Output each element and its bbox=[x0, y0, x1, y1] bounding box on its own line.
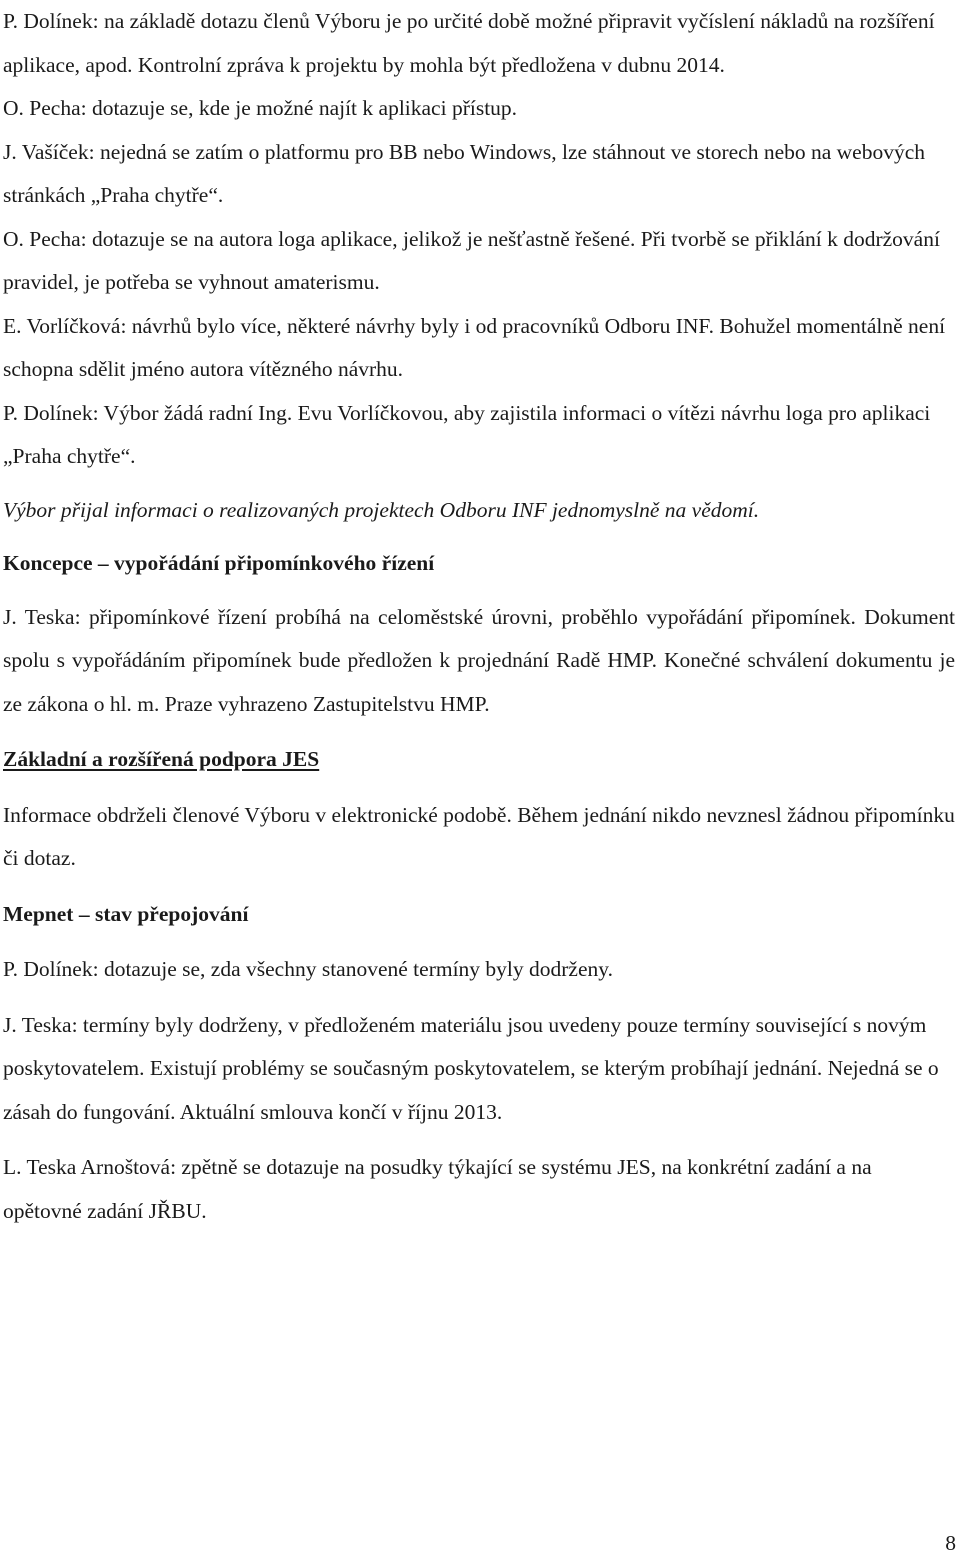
paragraph-vorlickova-designs: E. Vorlíčková: návrhů bylo více, některé návrhy byly i od pracovníků Odboru INF. Bohužel momentálně není schopna sdělit jméno autora vítězného návrhu. bbox=[3, 313, 946, 381]
paragraph-teska-arnostova: L. Teska Arnoštová: zpětně se dotazuje na posudky týkající se systému JES, na konkrétní zadání a na opětovné zadání JŘBU. bbox=[3, 1155, 872, 1223]
paragraph-pecha-logo: O. Pecha: dotazuje se na autora loga aplikace, jelikož je nešťastně řešené. Při tvorbě se přiklání k dodržování pravidel, je potřeba se vyhnout amaterismu. bbox=[3, 226, 940, 294]
paragraph-dolinek-deadlines: P. Dolínek: dotazuje se, zda všechny stanovené termíny byly dodrženy. bbox=[3, 957, 613, 981]
paragraph-dolinek-request: P. Dolínek: Výbor žádá radní Ing. Evu Vorlíčkovou, aby zajistila informaci o vítězi návrhu loga pro aplikaci „Praha chytře“. bbox=[3, 400, 931, 468]
paragraph-vasicek-platform: J. Vašíček: nejedná se zatím o platformu pro BB nebo Windows, lze stáhnout ve storech nebo na webových stránkách „Praha chytře“. bbox=[3, 139, 926, 207]
paragraph-dolinek-costs: P. Dolínek: na základě dotazu členů Výboru je po určité době možné připravit vyčíslení nákladů na rozšíření aplikace, apod. Kontrolní zpráva k projektu by mohla být předložena v dubnu 2014. bbox=[3, 9, 935, 77]
section-heading-jes: Základní a rozšířená podpora JES bbox=[3, 747, 320, 771]
document-page bbox=[3, 0, 955, 1233]
resolution-text: Výbor přijal informaci o realizovaných projektech Odboru INF jednomyslně na vědomí. bbox=[3, 497, 760, 522]
section-heading-mepnet: Mepnet – stav přepojování bbox=[3, 901, 249, 926]
paragraph-pecha-access: O. Pecha: dotazuje se, kde je možné najít k aplikaci přístup. bbox=[3, 96, 518, 120]
section-heading-koncepce: Koncepce – vypořádání připomínkového řízení bbox=[3, 551, 435, 575]
paragraph-teska-comments: J. Teska: připomínkové řízení probíhá na celoměstské úrovni, proběhlo vypořádání připomínek. Dokument spolu s vypořádáním připomínek bude předložen k projednání Radě HMP. Konečné schválení dokumentu je ze zákona o hl. m. Praze vyhrazeno Zastupitelstvu HMP. bbox=[3, 604, 955, 716]
paragraph-teska-deadlines: J. Teska: termíny byly dodrženy, v předloženém materiálu jsou uvedeny pouze termíny související s novým poskytovatelem. Existují problémy se současným poskytovatelem, se kterým probíhají jednání. Nejedná se o zásah do fungování. Aktuální smlouva končí v říjnu 2013. bbox=[3, 1012, 939, 1124]
paragraph-jes-info: Informace obdrželi členové Výboru v elektronické podobě. Během jednání nikdo nevznesl žádnou připomínku či dotaz. bbox=[3, 802, 955, 870]
page-number: 8 bbox=[945, 1531, 956, 1555]
